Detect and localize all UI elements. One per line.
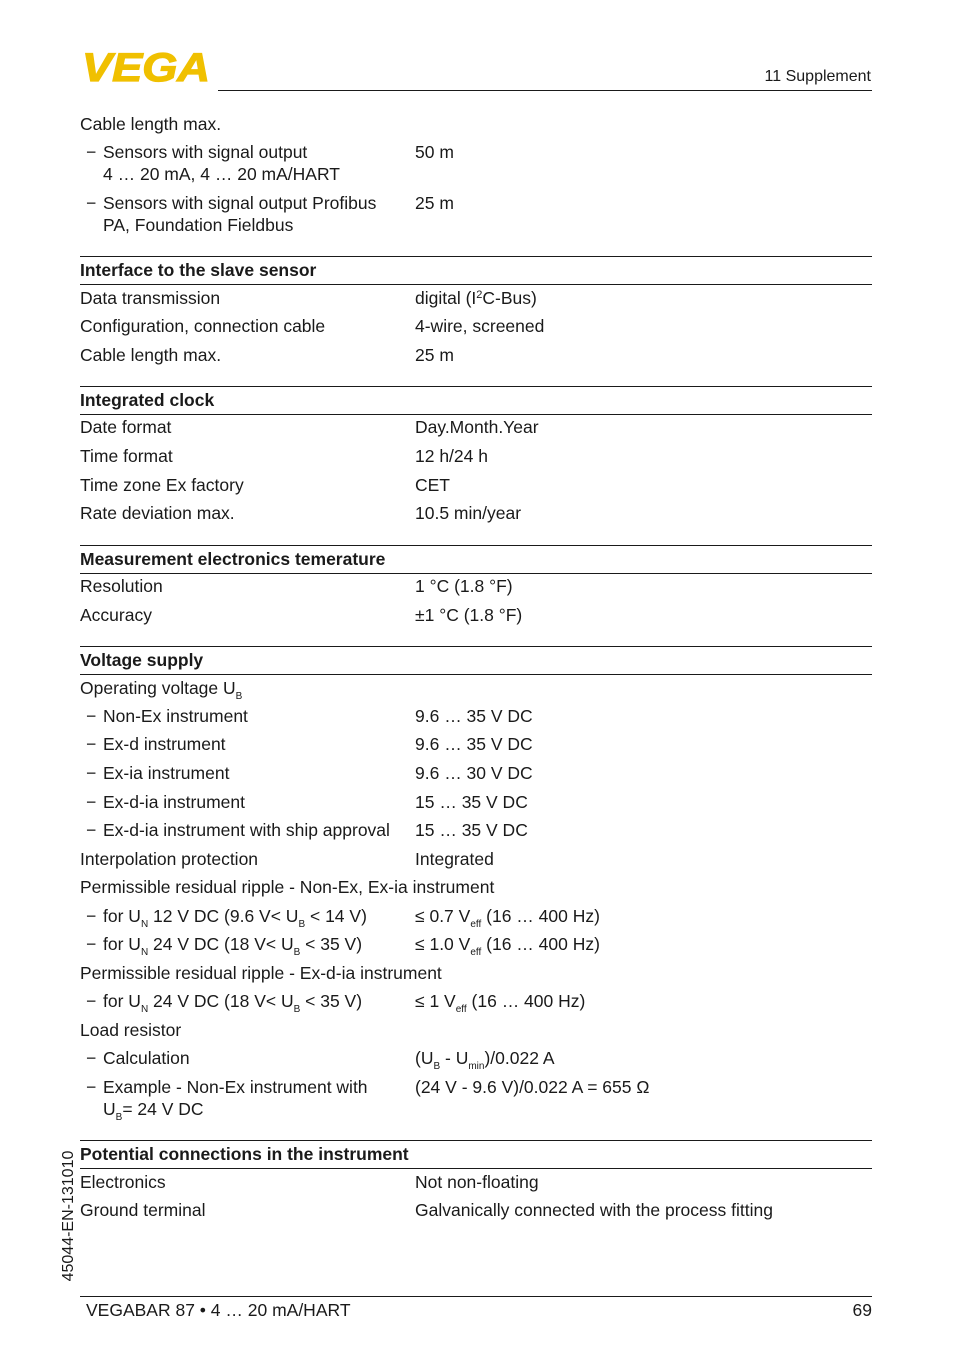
interface-heading: Interface to the slave sensor — [80, 260, 317, 280]
dash: − — [86, 142, 97, 162]
example-label-a: Example - Non-Ex instrument with — [103, 1077, 368, 1097]
instrument-value: 15 … 35 V DC — [415, 820, 528, 840]
configuration-value: 4-wire, screened — [415, 316, 545, 336]
cable-length-title: Cable length max. — [80, 114, 222, 134]
clock-row-value: 12 h/24 h — [415, 446, 488, 466]
potential-row-value: Galvanically connected with the process fitting — [415, 1200, 773, 1220]
slave-cable-length-label: Cable length max. — [80, 345, 222, 365]
vega-logo — [82, 50, 212, 84]
temperature-row-value: ±1 °C (1.8 °F) — [415, 605, 523, 625]
cable-row2-value: 25 m — [415, 193, 454, 213]
footer-product: VEGABAR 87 • 4 … 20 mA/HART — [86, 1300, 351, 1320]
ripple-row-label: for $U_N$ 12 V DC (9.6 $V< U_B < 14$ V) — [103, 906, 367, 930]
dash: − — [86, 763, 97, 783]
ripple-exdia-label: Permissible residual ripple - Ex-d-ia instrument — [80, 963, 442, 983]
temperature-row-label: Resolution — [80, 576, 163, 596]
operating-voltage-label: Operating voltage $U_B$ — [80, 678, 243, 702]
clock-row-value: CET — [415, 475, 450, 495]
instrument-label: Ex-d-ia instrument with ship approval — [103, 820, 390, 840]
dash: − — [86, 991, 97, 1011]
load-resistor-label: Load resistor — [80, 1020, 182, 1040]
cable-row1-label-a: Sensors with signal output — [103, 142, 308, 162]
cable-row1-label-b: 4 … 20 mA, 4 … 20 mA/HART — [103, 164, 340, 184]
clock-row-label: Rate deviation max. — [80, 503, 235, 523]
configuration-label: Configuration, connection cable — [80, 316, 326, 336]
section-rule — [80, 414, 872, 415]
section-rule — [80, 386, 872, 387]
section-rule — [80, 1140, 872, 1141]
temperature-heading: Measurement electronics temerature — [80, 549, 386, 569]
calculation-label: Calculation — [103, 1048, 190, 1068]
dash: − — [86, 706, 97, 726]
dash: − — [86, 734, 97, 754]
section-rule — [80, 1168, 872, 1169]
section-rule — [80, 674, 872, 675]
voltage-heading: Voltage supply — [80, 650, 204, 670]
instrument-label: Ex-d-ia instrument — [103, 792, 245, 812]
slave-cable-length-value: 25 m — [415, 345, 454, 365]
ripple-row-value: ≤ 0.7 $V_{eff}$ (16 … 400 Hz) — [415, 906, 600, 930]
dash: − — [86, 934, 97, 954]
cable-row2-label-a: Sensors with signal output Profibus — [103, 193, 377, 213]
header-rule — [218, 90, 872, 91]
document-code: 45044-EN-131010 — [60, 1150, 77, 1282]
dash: − — [86, 193, 97, 213]
instrument-label: Non-Ex instrument — [103, 706, 248, 726]
ripple-row-value: ≤ 1 $V_{eff}$ (16 … 400 Hz) — [415, 991, 586, 1015]
instrument-label: Ex-ia instrument — [103, 763, 230, 783]
footer-rule — [80, 1296, 872, 1297]
interpolation-value: Integrated — [415, 849, 494, 869]
section-rule — [80, 545, 872, 546]
vega-logo-text: VEGA — [82, 50, 210, 84]
clock-row-value: 10.5 min/year — [415, 503, 522, 523]
section-rule — [80, 256, 872, 257]
section-rule — [80, 284, 872, 285]
instrument-label: Ex-d instrument — [103, 734, 226, 754]
clock-row-label: Time format — [80, 446, 173, 466]
interpolation-label: Interpolation protection — [80, 849, 259, 869]
section-rule — [80, 573, 872, 574]
potential-row-label: Electronics — [80, 1172, 166, 1192]
cable-row2-label-b: PA, Foundation Fieldbus — [103, 215, 294, 235]
clock-row-label: Date format — [80, 417, 172, 437]
dash: − — [86, 1048, 97, 1068]
dash: − — [86, 792, 97, 812]
page-number: 69 — [852, 1300, 872, 1320]
dash: − — [86, 906, 97, 926]
section-label: 11 Supplement — [764, 68, 871, 85]
example-value: (24 V - 9.6 V)/0.022 A = 655 Ω — [415, 1077, 650, 1097]
cable-row1-value: 50 m — [415, 142, 454, 162]
temperature-row-label: Accuracy — [80, 605, 152, 625]
temperature-row-value: 1 °C (1.8 °F) — [415, 576, 513, 596]
section-rule — [80, 646, 872, 647]
data-transmission-value: digital $(I^2C-Bus)$ — [415, 288, 537, 308]
potential-row-value: Not non-floating — [415, 1172, 539, 1192]
potential-heading: Potential connections in the instrument — [80, 1144, 409, 1164]
ripple-row-label: for $U_N$ 24 V DC (18 $V< U_B < 35$ V) — [103, 991, 363, 1015]
clock-row-value: Day.Month.Year — [415, 417, 539, 437]
instrument-value: 15 … 35 V DC — [415, 792, 528, 812]
data-transmission-label: Data transmission — [80, 288, 221, 308]
potential-row-label: Ground terminal — [80, 1200, 206, 1220]
clock-heading: Integrated clock — [80, 390, 215, 410]
dash: − — [86, 1077, 97, 1097]
instrument-value: 9.6 … 35 V DC — [415, 734, 533, 754]
instrument-value: 9.6 … 30 V DC — [415, 763, 533, 783]
dash: − — [86, 820, 97, 840]
ripple-nonex-label: Permissible residual ripple - Non-Ex, Ex-ia instrument — [80, 877, 495, 897]
ripple-row-label: for $U_N$ 24 V DC (18 $V< U_B < 35$ V) — [103, 934, 363, 958]
calculation-value: $(U_B - U_{min})/0.022$ A — [415, 1048, 555, 1072]
ripple-row-value: ≤ 1.0 $V_{eff}$ (16 … 400 Hz) — [415, 934, 600, 958]
clock-row-label: Time zone Ex factory — [80, 475, 244, 495]
instrument-value: 9.6 … 35 V DC — [415, 706, 533, 726]
example-label-b: $U_B= 24$ V DC — [103, 1099, 204, 1123]
